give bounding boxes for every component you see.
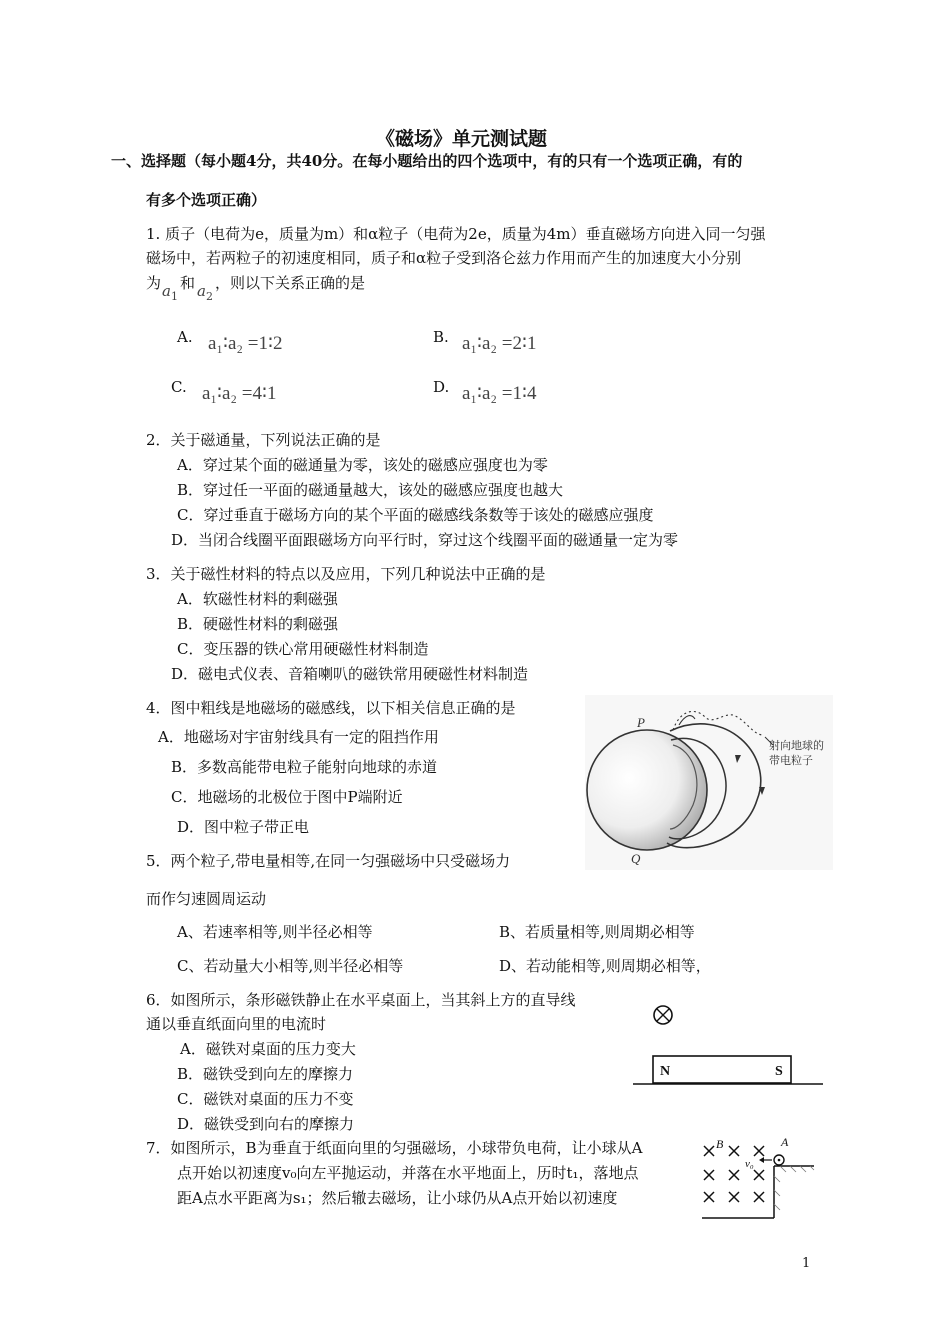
q1-line3-suffix: ，则以下关系正确的是 (215, 274, 366, 292)
q1-option-c-label: C. (171, 378, 187, 396)
q2-option-c: C．穿过垂直于磁场方向的某个平面的磁感线条数等于该处的磁感应强度 (177, 506, 654, 524)
fig-label-q: Q (631, 851, 641, 866)
q3-stem: 3．关于磁性材料的特点以及应用，下列几种说法中正确的是 (146, 565, 546, 583)
q2-option-b: B．穿过任一平面的磁通量越大，该处的磁感应强度也越大 (177, 481, 564, 499)
q6-line1: 6．如图所示，条形磁铁静止在水平桌面上，当其斜上方的直导线 (146, 991, 576, 1009)
fig-label-particle-1: 射向地球的 (769, 739, 824, 752)
q1-option-a-label: A. (177, 328, 193, 346)
q7-line3: 距A点水平距离为s₁；然后辙去磁场，让小球仍从A点开始以初速度 (177, 1189, 618, 1207)
magnet-pole-n: N (660, 1064, 671, 1079)
magnetic-field-ball-figure (700, 1132, 820, 1227)
earth-magnetic-field-figure (585, 695, 833, 870)
q4-option-c: C．地磁场的北极位于图中P端附近 (171, 788, 403, 806)
charged-ball-center (778, 1159, 781, 1162)
q1-option-b-label: B. (433, 328, 449, 346)
q4-option-a: A．地磁场对宇宙射线具有一定的阻挡作用 (158, 728, 439, 746)
fig-label-particle-2: 带电粒子 (769, 754, 813, 767)
q6-option-c: C．磁铁对桌面的压力不变 (177, 1090, 354, 1108)
q1-line3-and: 和 (180, 274, 196, 292)
q5-option-b: B、若质量相等,则周期必相等 (499, 923, 695, 941)
q1-a1-symbol (162, 282, 178, 303)
ground-hatching (774, 1166, 814, 1210)
q4-option-b: B．多数高能带电粒子能射向地球的赤道 (171, 758, 438, 776)
section-heading-line1: 一、选择题（每小题4分，共40分。在每小题给出的四个选项中，有的只有一个选项正确，有的 (111, 152, 743, 170)
section-heading-line2: 有多个选项正确） (146, 191, 267, 209)
q5-option-d: D、若动能相等,则周期必相等， (499, 957, 711, 975)
earth-circle (587, 730, 707, 850)
wire-cross-mark (657, 1009, 669, 1021)
q1-a2-symbol (197, 282, 213, 303)
fig-label-a: A (781, 1135, 789, 1149)
q2-option-d: D．当闭合线圈平面跟磁场方向平行时，穿过这个线圈平面的磁通量一定为零 (171, 531, 679, 549)
q6-option-d: D．磁铁受到向右的摩擦力 (177, 1115, 355, 1133)
velocity-arrowhead (759, 1157, 764, 1163)
q1-option-b: a₁∶a₂ =2∶1 (462, 333, 537, 354)
q1-a1-sub: 1 (170, 290, 178, 303)
q1-line3-prefix: 为 (146, 274, 162, 292)
magnet-pole-s: S (775, 1064, 783, 1079)
q2-option-a: A．穿过某个面的磁通量为零，该处的磁感应强度也为零 (177, 456, 548, 474)
q1-option-d: a₁∶a₂ =1∶4 (462, 383, 537, 404)
q4-option-d: D．图中粒子带正电 (177, 818, 310, 836)
bar-magnet (653, 1056, 791, 1083)
fig-label-v0: v₀ (745, 1158, 754, 1170)
q3-option-b: B．硬磁性材料的剩磁强 (177, 615, 339, 633)
q1-line2: 磁场中，若两粒子的初速度相同，质子和α粒子受到洛仑兹力作用而产生的加速度大小分别 (146, 249, 742, 267)
q1-a1-letter: a (162, 282, 171, 300)
q1-a2-letter: a (197, 282, 206, 300)
q1-option-d-label: D. (433, 378, 450, 396)
q1-option-a: a₁∶a₂ =1∶2 (208, 333, 283, 354)
q2-stem: 2．关于磁通量，下列说法正确的是 (146, 431, 381, 449)
q1-option-c: a₁∶a₂ =4∶1 (202, 383, 277, 404)
q5-option-a: A、若速率相等,则半径必相等 (177, 923, 373, 941)
page-title: 《磁场》单元测试题 (376, 128, 548, 150)
q5-line1: 5．两个粒子,带电量相等,在同一匀强磁场中只受磁场力 (146, 852, 511, 870)
q1-a2-sub: 2 (205, 290, 213, 303)
q3-option-d: D．磁电式仪表、音箱喇叭的磁铁常用硬磁性材料制造 (171, 665, 529, 683)
fig-label-b: B (716, 1137, 724, 1151)
q5-option-c: C、若动量大小相等,则半径必相等 (177, 957, 404, 975)
q4-stem: 4．图中粗线是地磁场的磁感线，以下相关信息正确的是 (146, 699, 516, 717)
q6-option-a: A．磁铁对桌面的压力变大 (180, 1040, 356, 1058)
bar-magnet-figure (628, 1000, 828, 1100)
fig-label-p: P (637, 715, 645, 730)
q1-line1: 1. 质子（电荷为e，质量为m）和α粒子（电荷为2e，质量为4m）垂直磁场方向进入同一匀强 (146, 225, 766, 243)
q5-line2: 而作匀速圆周运动 (146, 890, 267, 908)
page-number: 1 (802, 1256, 811, 1271)
q6-option-b: B．磁铁受到向左的摩擦力 (177, 1065, 354, 1083)
q3-option-c: C．变压器的铁心常用硬磁性材料制造 (177, 640, 429, 658)
q7-line1: 7．如图所示，B为垂直于纸面向里的匀强磁场，小球带负电荷，让小球从A (146, 1139, 643, 1157)
q6-line2: 通以垂直纸面向里的电流时 (146, 1015, 327, 1033)
q3-option-a: A．软磁性材料的剩磁强 (177, 590, 338, 608)
field-cross-marks (704, 1146, 764, 1202)
q7-line2: 点开始以初速度v₀向左平抛运动，并落在水平地面上，历时t₁，落地点 (177, 1164, 639, 1182)
